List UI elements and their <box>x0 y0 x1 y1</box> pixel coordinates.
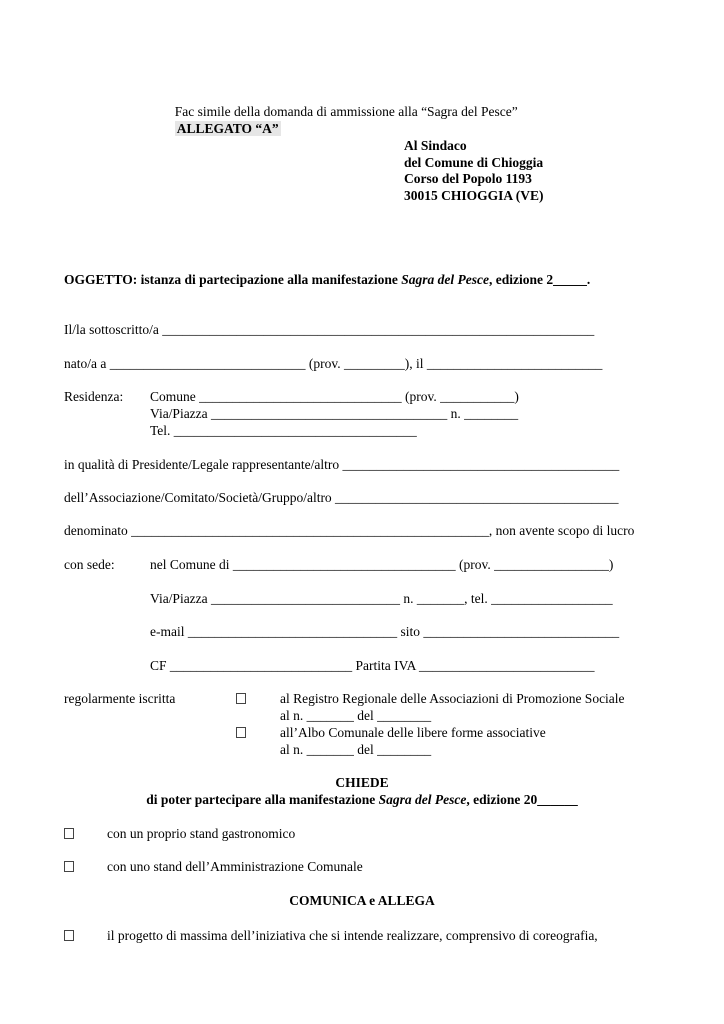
iscrizione-checkbox-2[interactable] <box>236 724 246 741</box>
checkbox-icon <box>64 930 74 941</box>
residenza-via-field[interactable]: Via/Piazza ___________________________________ n. ________ <box>150 406 519 421</box>
comunica-title: COMUNICA e ALLEGA <box>289 893 435 908</box>
oggetto-prefix: OGGETTO: istanza di partecipazione alla manifestazione <box>64 272 402 287</box>
cf-piva-field[interactable]: CF ___________________________ Partita IVA __________________________ <box>150 658 595 673</box>
chiede-checkbox-1[interactable] <box>64 825 74 842</box>
iscrizione-opt2-line1: all’Albo Comunale delle libere forme associative <box>280 725 546 740</box>
comunica-opt1: il progetto di massima dell’iniziativa che si intende realizzare, comprensivo di coreografia, <box>107 928 598 943</box>
checkbox-icon <box>236 693 246 704</box>
associazione-field[interactable]: dell’Associazione/Comitato/Società/Gruppo/altro __________________________________________ <box>64 490 619 505</box>
header-text: Fac simile della domanda di ammissione alla “Sagra del Pesce” <box>174 104 518 119</box>
chiede-opt2: con uno stand dell’Amministrazione Comunale <box>107 859 363 874</box>
addressee-line-4: 30015 CHIOGGIA (VE) <box>404 188 544 203</box>
nato-field[interactable]: nato/a a _____________________________ (prov. _________), il __________________________ <box>64 356 603 371</box>
sede-via-field[interactable]: Via/Piazza ____________________________ n. _______, tel. __________________ <box>150 591 613 606</box>
iscrizione-label: regolarmente iscritta <box>64 691 176 706</box>
sottoscritto-field[interactable]: Il/la sottoscritto/a ________________________________________________________________ <box>64 322 595 337</box>
iscrizione-opt1-line2[interactable]: al n. _______ del ________ <box>280 708 432 723</box>
residenza-tel-field[interactable]: Tel. ____________________________________ <box>150 423 417 438</box>
qualita-field[interactable]: in qualità di Presidente/Legale rappresentante/altro _________________________________________ <box>64 457 620 472</box>
comunica-checkbox-1[interactable] <box>64 927 74 944</box>
checkbox-icon <box>64 861 74 872</box>
addressee-line-3: Corso del Popolo 1193 <box>404 171 532 186</box>
addressee-line-1: Al Sindaco <box>404 138 467 153</box>
oggetto-suffix: , edizione 2_____. <box>488 272 591 287</box>
iscrizione-checkbox-1[interactable] <box>236 690 246 707</box>
email-sito-field[interactable]: e-mail _______________________________ sito _____________________________ <box>150 624 620 639</box>
iscrizione-opt2-line2[interactable]: al n. _______ del ________ <box>280 742 432 757</box>
chiede-line <box>0 791 724 808</box>
checkbox-icon <box>236 727 246 738</box>
chiede-prefix: di poter partecipare alla manifestazione <box>146 792 379 807</box>
denominato-field[interactable]: denominato _____________________________________________________, non avente scopo di lucro <box>64 523 635 538</box>
sede-comune-field[interactable]: nel Comune di _________________________________ (prov. _________________) <box>150 557 614 572</box>
chiede-title: CHIEDE <box>335 775 389 790</box>
document-header <box>168 86 518 137</box>
chiede-suffix: , edizione 20______ <box>466 792 578 807</box>
oggetto-line <box>64 271 590 288</box>
allegato-tag: ALLEGATO “A” <box>176 121 279 136</box>
chiede-event: Sagra del Pesce <box>378 792 467 807</box>
residenza-label: Residenza: <box>64 389 124 404</box>
checkbox-icon <box>64 828 74 839</box>
iscrizione-opt1-line1: al Registro Regionale delle Associazioni di Promozione Sociale <box>280 691 625 706</box>
oggetto-event: Sagra del Pesce <box>401 272 489 287</box>
residenza-comune-field[interactable]: Comune ______________________________ (prov. ___________) <box>150 389 519 404</box>
addressee-line-2: del Comune di Chioggia <box>404 155 544 170</box>
sede-label: con sede: <box>64 557 115 572</box>
chiede-checkbox-2[interactable] <box>64 858 74 875</box>
chiede-opt1: con un proprio stand gastronomico <box>107 826 296 841</box>
